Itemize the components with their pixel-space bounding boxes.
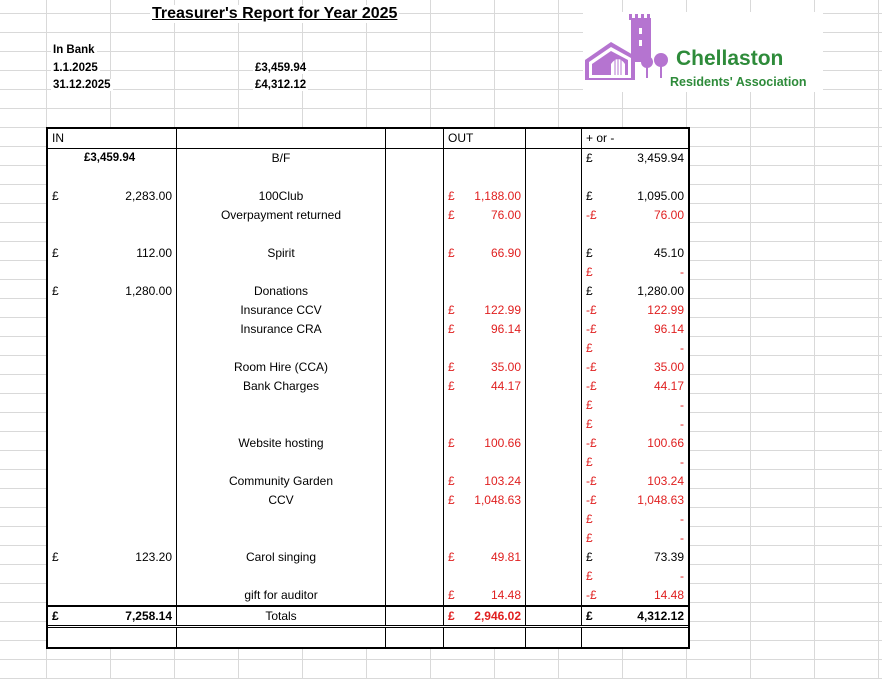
footer-cell xyxy=(582,628,688,647)
header-out: OUT xyxy=(448,131,474,145)
out-cell xyxy=(444,453,526,472)
diff-cell xyxy=(582,472,688,491)
description xyxy=(177,567,386,586)
totals-label: Totals xyxy=(177,607,386,625)
description xyxy=(177,510,386,529)
in-cell xyxy=(48,244,177,263)
diff-cell xyxy=(582,510,688,529)
diff-cell xyxy=(582,586,688,605)
blank-cell xyxy=(526,225,582,244)
out-amount: 1,048.63 xyxy=(474,493,521,507)
out-amount: 1,188.00 xyxy=(474,189,521,203)
table-row xyxy=(48,415,688,434)
blank-cell xyxy=(386,206,444,225)
diff-currency: -£ xyxy=(586,360,597,374)
out-currency: £ xyxy=(448,493,455,507)
out-cell xyxy=(444,434,526,453)
table-body xyxy=(48,149,688,605)
blank-cell xyxy=(526,396,582,415)
diff-amount: - xyxy=(680,455,684,469)
blank-cell xyxy=(386,244,444,263)
diff-amount: 96.14 xyxy=(653,322,684,336)
diff-cell xyxy=(582,187,688,206)
out-cell xyxy=(444,472,526,491)
totals-row xyxy=(48,605,688,628)
out-amount: 76.00 xyxy=(490,208,521,222)
totals-out-cell xyxy=(444,607,526,625)
diff-cell xyxy=(582,434,688,453)
diff-cell xyxy=(582,491,688,510)
blank-cell xyxy=(526,567,582,586)
in-cell xyxy=(48,377,177,396)
table-row xyxy=(48,320,688,339)
diff-amount: - xyxy=(680,341,684,355)
in-cell xyxy=(48,434,177,453)
report-title: Treasurer's Report for Year 2025 xyxy=(152,5,398,22)
diff-amount: - xyxy=(680,265,684,279)
totals-out-currency: £ xyxy=(448,609,455,623)
blank-cell xyxy=(386,149,444,168)
blank-cell xyxy=(386,586,444,605)
blank-cell xyxy=(526,415,582,434)
in-cell xyxy=(48,206,177,225)
end-date: 31.12.2025 xyxy=(53,79,111,91)
diff-cell xyxy=(582,377,688,396)
description xyxy=(177,529,386,548)
blank-cell xyxy=(386,282,444,301)
in-cell xyxy=(48,282,177,301)
blank-cell xyxy=(386,510,444,529)
description xyxy=(177,453,386,472)
start-date: 1.1.2025 xyxy=(53,62,98,74)
out-cell xyxy=(444,529,526,548)
header-blank-cell-2 xyxy=(526,129,582,148)
diff-amount: 14.48 xyxy=(653,588,684,602)
out-cell xyxy=(444,377,526,396)
in-cell xyxy=(48,453,177,472)
blank-cell xyxy=(526,320,582,339)
description: B/F xyxy=(177,149,386,168)
diff-amount: 3,459.94 xyxy=(637,151,684,165)
blank-cell xyxy=(526,510,582,529)
blank-cell xyxy=(526,301,582,320)
blank-cell xyxy=(526,529,582,548)
blank-cell xyxy=(526,339,582,358)
blank-cell xyxy=(526,586,582,605)
out-cell xyxy=(444,358,526,377)
footer-cell xyxy=(526,628,582,647)
out-currency: £ xyxy=(448,550,455,564)
diff-currency: -£ xyxy=(586,588,597,602)
diff-amount: - xyxy=(680,531,684,545)
blank-cell xyxy=(386,529,444,548)
diff-cell xyxy=(582,301,688,320)
blank-cell xyxy=(526,358,582,377)
blank-cell xyxy=(526,206,582,225)
out-cell xyxy=(444,282,526,301)
out-cell xyxy=(444,149,526,168)
diff-amount: - xyxy=(680,569,684,583)
description: Overpayment returned xyxy=(177,206,386,225)
out-cell xyxy=(444,396,526,415)
in-cell xyxy=(48,567,177,586)
diff-cell xyxy=(582,282,688,301)
footer-cell xyxy=(177,628,386,647)
diff-currency: £ xyxy=(586,512,593,526)
header-diff: + or - xyxy=(586,131,615,145)
out-cell xyxy=(444,206,526,225)
diff-cell xyxy=(582,548,688,567)
diff-amount: 103.24 xyxy=(647,474,684,488)
blank-cell xyxy=(526,187,582,206)
diff-cell xyxy=(582,263,688,282)
totals-diff: 4,312.12 xyxy=(637,609,684,623)
out-currency: £ xyxy=(448,436,455,450)
out-cell xyxy=(444,263,526,282)
blank-cell xyxy=(526,263,582,282)
out-cell xyxy=(444,548,526,567)
diff-currency: -£ xyxy=(586,303,597,317)
table-row xyxy=(48,453,688,472)
blank-cell xyxy=(386,567,444,586)
diff-currency: -£ xyxy=(586,379,597,393)
in-cell xyxy=(48,396,177,415)
table-row xyxy=(48,225,688,244)
blank-cell xyxy=(386,415,444,434)
diff-amount: 100.66 xyxy=(647,436,684,450)
description: Insurance CRA xyxy=(177,320,386,339)
diff-cell xyxy=(582,168,688,187)
diff-cell xyxy=(582,453,688,472)
chellaston-logo xyxy=(583,12,823,92)
diff-currency: -£ xyxy=(586,208,597,222)
report-table xyxy=(46,127,690,649)
table-row xyxy=(48,282,688,301)
diff-currency: £ xyxy=(586,550,593,564)
header-diff-cell xyxy=(582,129,688,148)
totals-in: 7,258.14 xyxy=(125,609,172,623)
start-balance: £3,459.94 xyxy=(255,62,307,74)
table-row xyxy=(48,510,688,529)
in-amount: 112.00 xyxy=(136,246,172,260)
out-amount: 44.17 xyxy=(490,379,521,393)
out-cell xyxy=(444,510,526,529)
in-cell xyxy=(48,225,177,244)
description: Community Garden xyxy=(177,472,386,491)
blank-cell xyxy=(386,187,444,206)
header-in-cell xyxy=(48,129,177,148)
out-amount: 35.00 xyxy=(490,360,521,374)
diff-amount: 1,095.00 xyxy=(637,189,684,203)
diff-currency: £ xyxy=(586,265,593,279)
blank-cell xyxy=(526,282,582,301)
table-row xyxy=(48,168,688,187)
out-currency: £ xyxy=(448,246,455,260)
in-cell xyxy=(48,415,177,434)
footer-cell xyxy=(386,628,444,647)
diff-cell xyxy=(582,567,688,586)
blank-cell xyxy=(526,377,582,396)
blank-cell xyxy=(386,168,444,187)
table-row xyxy=(48,434,688,453)
table-row xyxy=(48,491,688,510)
blank-cell xyxy=(386,339,444,358)
diff-cell xyxy=(582,415,688,434)
blank-cell xyxy=(526,491,582,510)
table-row xyxy=(48,567,688,586)
diff-amount: 35.00 xyxy=(653,360,684,374)
table-row xyxy=(48,301,688,320)
diff-cell xyxy=(582,358,688,377)
diff-amount: 1,048.63 xyxy=(637,493,684,507)
diff-currency: -£ xyxy=(586,436,597,450)
description: gift for auditor xyxy=(177,586,386,605)
blank-cell xyxy=(386,225,444,244)
diff-amount: 44.17 xyxy=(653,379,684,393)
table-row xyxy=(48,377,688,396)
in-cell xyxy=(48,529,177,548)
in-cell xyxy=(48,491,177,510)
out-currency: £ xyxy=(448,588,455,602)
in-amount: £3,459.94 xyxy=(84,152,136,164)
church-icon xyxy=(583,12,683,92)
description: Spirit xyxy=(177,244,386,263)
diff-currency: £ xyxy=(586,455,593,469)
blank-cell xyxy=(386,301,444,320)
out-cell xyxy=(444,225,526,244)
end-balance: £4,312.12 xyxy=(255,79,307,91)
out-cell xyxy=(444,244,526,263)
header-blank-cell xyxy=(386,129,444,148)
out-currency: £ xyxy=(448,360,455,374)
description: Insurance CCV xyxy=(177,301,386,320)
diff-currency: £ xyxy=(586,398,593,412)
table-row xyxy=(48,472,688,491)
table-row xyxy=(48,339,688,358)
totals-diff-cell xyxy=(582,607,688,625)
table-footer-row xyxy=(48,628,688,647)
diff-amount: 122.99 xyxy=(647,303,684,317)
blank-cell xyxy=(386,396,444,415)
totals-in-currency: £ xyxy=(52,609,59,623)
diff-amount: 73.39 xyxy=(653,550,684,564)
table-header xyxy=(48,129,688,149)
out-currency: £ xyxy=(448,322,455,336)
in-currency: £ xyxy=(52,284,59,298)
diff-cell xyxy=(582,339,688,358)
in-cell xyxy=(48,510,177,529)
in-cell xyxy=(48,320,177,339)
blank-cell xyxy=(526,168,582,187)
description: Carol singing xyxy=(177,548,386,567)
table-row xyxy=(48,187,688,206)
totals-blank-cell-2 xyxy=(526,607,582,625)
description: Website hosting xyxy=(177,434,386,453)
blank-cell xyxy=(526,548,582,567)
table-row xyxy=(48,263,688,282)
out-cell xyxy=(444,187,526,206)
out-amount: 96.14 xyxy=(490,322,521,336)
in-currency: £ xyxy=(52,189,59,203)
out-amount: 66.90 xyxy=(490,246,521,260)
diff-currency: -£ xyxy=(586,322,597,336)
table-row xyxy=(48,396,688,415)
blank-cell xyxy=(526,453,582,472)
table-row xyxy=(48,548,688,567)
diff-currency: £ xyxy=(586,189,593,203)
out-amount: 100.66 xyxy=(484,436,521,450)
diff-currency: £ xyxy=(586,151,593,165)
diff-currency: £ xyxy=(586,569,593,583)
out-cell xyxy=(444,491,526,510)
description xyxy=(177,339,386,358)
diff-amount: 45.10 xyxy=(653,246,684,260)
header-desc-cell xyxy=(177,129,386,148)
logo-subtitle: Residents' Association xyxy=(670,75,807,89)
blank-cell xyxy=(386,491,444,510)
totals-in-cell xyxy=(48,607,177,625)
in-amount: 2,283.00 xyxy=(125,189,172,203)
description xyxy=(177,225,386,244)
logo-name: Chellaston xyxy=(676,47,784,70)
out-cell xyxy=(444,415,526,434)
blank-cell xyxy=(526,472,582,491)
in-cell xyxy=(48,472,177,491)
table-row xyxy=(48,244,688,263)
out-currency: £ xyxy=(448,379,455,393)
blank-cell xyxy=(386,472,444,491)
diff-currency: £ xyxy=(586,531,593,545)
in-currency: £ xyxy=(52,550,59,564)
out-cell xyxy=(444,168,526,187)
totals-diff-currency: £ xyxy=(586,609,593,623)
table-row xyxy=(48,149,688,168)
blank-cell xyxy=(526,434,582,453)
out-cell xyxy=(444,301,526,320)
diff-currency: -£ xyxy=(586,493,597,507)
diff-cell xyxy=(582,225,688,244)
diff-amount: - xyxy=(680,398,684,412)
diff-amount: 76.00 xyxy=(653,208,684,222)
diff-cell xyxy=(582,206,688,225)
diff-currency: £ xyxy=(586,417,593,431)
in-bank-label: In Bank xyxy=(53,44,95,56)
out-cell xyxy=(444,586,526,605)
table-row xyxy=(48,529,688,548)
description: CCV xyxy=(177,491,386,510)
blank-cell xyxy=(526,149,582,168)
blank-cell xyxy=(386,358,444,377)
in-cell xyxy=(48,168,177,187)
in-cell xyxy=(48,339,177,358)
description: Bank Charges xyxy=(177,377,386,396)
diff-currency: -£ xyxy=(586,474,597,488)
in-cell xyxy=(48,187,177,206)
diff-amount: - xyxy=(680,512,684,526)
description: Donations xyxy=(177,282,386,301)
footer-cell xyxy=(48,628,177,647)
diff-cell xyxy=(582,244,688,263)
description xyxy=(177,168,386,187)
diff-amount: - xyxy=(680,417,684,431)
blank-cell xyxy=(386,453,444,472)
in-amount: 1,280.00 xyxy=(125,284,172,298)
in-currency: £ xyxy=(52,246,59,260)
blank-cell xyxy=(386,548,444,567)
in-cell xyxy=(48,548,177,567)
header-in: IN xyxy=(52,131,64,145)
in-cell xyxy=(48,263,177,282)
out-cell xyxy=(444,339,526,358)
in-cell xyxy=(48,301,177,320)
out-currency: £ xyxy=(448,303,455,317)
description xyxy=(177,396,386,415)
out-currency: £ xyxy=(448,189,455,203)
description xyxy=(177,263,386,282)
in-amount: 123.20 xyxy=(135,550,172,564)
out-amount: 122.99 xyxy=(484,303,521,317)
footer-cell xyxy=(444,628,526,647)
blank-cell xyxy=(386,434,444,453)
in-cell xyxy=(48,149,177,168)
diff-cell xyxy=(582,396,688,415)
description: 100Club xyxy=(177,187,386,206)
totals-blank-cell xyxy=(386,607,444,625)
out-amount: 49.81 xyxy=(490,550,521,564)
header-out-cell xyxy=(444,129,526,148)
diff-amount: 1,280.00 xyxy=(637,284,684,298)
out-currency: £ xyxy=(448,474,455,488)
diff-cell xyxy=(582,149,688,168)
diff-currency: £ xyxy=(586,341,593,355)
description: Room Hire (CCA) xyxy=(177,358,386,377)
out-currency: £ xyxy=(448,208,455,222)
table-row xyxy=(48,358,688,377)
out-amount: 14.48 xyxy=(490,588,521,602)
diff-currency: £ xyxy=(586,284,593,298)
in-cell xyxy=(48,358,177,377)
diff-currency: £ xyxy=(586,246,593,260)
description xyxy=(177,415,386,434)
diff-cell xyxy=(582,529,688,548)
in-cell xyxy=(48,586,177,605)
blank-cell xyxy=(386,263,444,282)
diff-cell xyxy=(582,320,688,339)
blank-cell xyxy=(386,377,444,396)
table-row xyxy=(48,586,688,605)
out-amount: 103.24 xyxy=(484,474,521,488)
blank-cell xyxy=(386,320,444,339)
totals-out: 2,946.02 xyxy=(474,609,521,623)
out-cell xyxy=(444,320,526,339)
table-row xyxy=(48,206,688,225)
blank-cell xyxy=(526,244,582,263)
out-cell xyxy=(444,567,526,586)
